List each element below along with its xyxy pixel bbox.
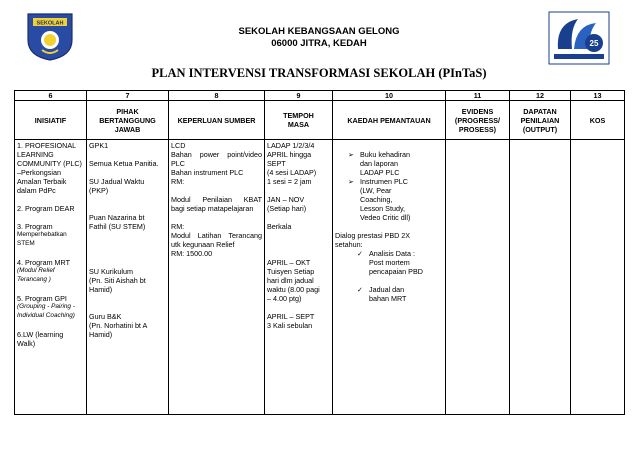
header-inisiatif: INISIATIF (15, 101, 87, 140)
check-bullet-icon: ✓ (357, 285, 364, 294)
cell-pihak: GPK1 Semua Ketua Panitia. SU Jadual Waktu (PKP) Puan Nazarina bt Fathil (SU STEM) SU Kurikulum (Pn. Siti Aishah bt Hamid) Guru B&K (Pn. Norhatini bt A Hamid) (87, 140, 169, 415)
header-evidens: EVIDENS (PROGRESS/ PROSESS) (446, 101, 510, 140)
intervention-table (14, 90, 625, 415)
cell-inisiatif: 1. PROFESIONAL LEARNING COMMUNITY (PLC) –Perkongsian Amalan Terbaik dalam PdPc 2. Program DEAR 3. Program Memperhebatkan STEM 4. Program MRT (Modul Relief Terancang ) 5. Program GPI (Grouping - Pairing - Individual Coaching) 6.LW (learning Walk) (15, 140, 87, 415)
column-number-row (15, 91, 625, 101)
col-number: 7 (87, 91, 169, 101)
arrow-bullet-icon: ➢ (348, 150, 355, 159)
col-number: 6 (15, 91, 87, 101)
col-number: 11 (446, 91, 510, 101)
school-address: 06000 JITRA, KEDAH (271, 38, 367, 49)
svg-text:25: 25 (589, 39, 599, 48)
col-number: 9 (265, 91, 333, 101)
col-number: 8 (169, 91, 265, 101)
table-row (15, 140, 625, 415)
svg-text:SEKOLAH: SEKOLAH (36, 20, 64, 27)
cell-kaedah: ➢ Buku kehadiran dan laporan LADAP PLC ➢ Instrumen PLC (LW, Pear Coaching, Lesson Study, Vedeo Critic dll) Dialog prestasi PBD 2X setahun: ✓ Analisis Data : Post mortem pencapaian PBD ✓ Jadual dan bahan MRT (333, 140, 446, 415)
col-number: 13 (571, 91, 625, 101)
cell-dapatan (510, 140, 571, 415)
school-name: SEKOLAH KEBANGSAAN GELONG (238, 26, 400, 37)
check-bullet-icon: ✓ (357, 249, 364, 258)
header-kaedah: KAEDAH PEMANTAUAN (333, 101, 446, 140)
cell-evidens (446, 140, 510, 415)
header-dapatan: DAPATAN PENILAIAN (OUTPUT) (510, 101, 571, 140)
cell-tempoh: LADAP 1/2/3/4 APRIL hingga SEPT (4 sesi LADAP) 1 sesi = 2 jam JAN – NOV (Setiap hari) Berkala APRIL – OKT Tuisyen Setiap hari dlm jadual waktu (8.00 pagi – 4.00 ptg) APRIL – SEPT 3 Kali sebulan (265, 140, 333, 415)
plan-title: PLAN INTERVENSI TRANSFORMASI SEKOLAH (PInTaS) (151, 66, 487, 80)
header-tempoh: TEMPOH MASA (265, 101, 333, 140)
header-pihak: PIHAK BERTANGGUNG JAWAB (87, 101, 169, 140)
col-number: 12 (510, 91, 571, 101)
arrow-bullet-icon: ➢ (348, 177, 355, 186)
cell-keperluan: LCD Bahan power point/video PLC Bahan instrument PLC RM: Modul Penilaian KBAT bagi setiap matapelajaran RM: Modul Latihan Terancang utk kegunaan Relief RM: 1500.00 (169, 140, 265, 415)
header-keperluan: KEPERLUAN SUMBER (169, 101, 265, 140)
col-number: 10 (333, 91, 446, 101)
cell-kos (571, 140, 625, 415)
header-kos: KOS (571, 101, 625, 140)
column-header-row (15, 101, 625, 140)
